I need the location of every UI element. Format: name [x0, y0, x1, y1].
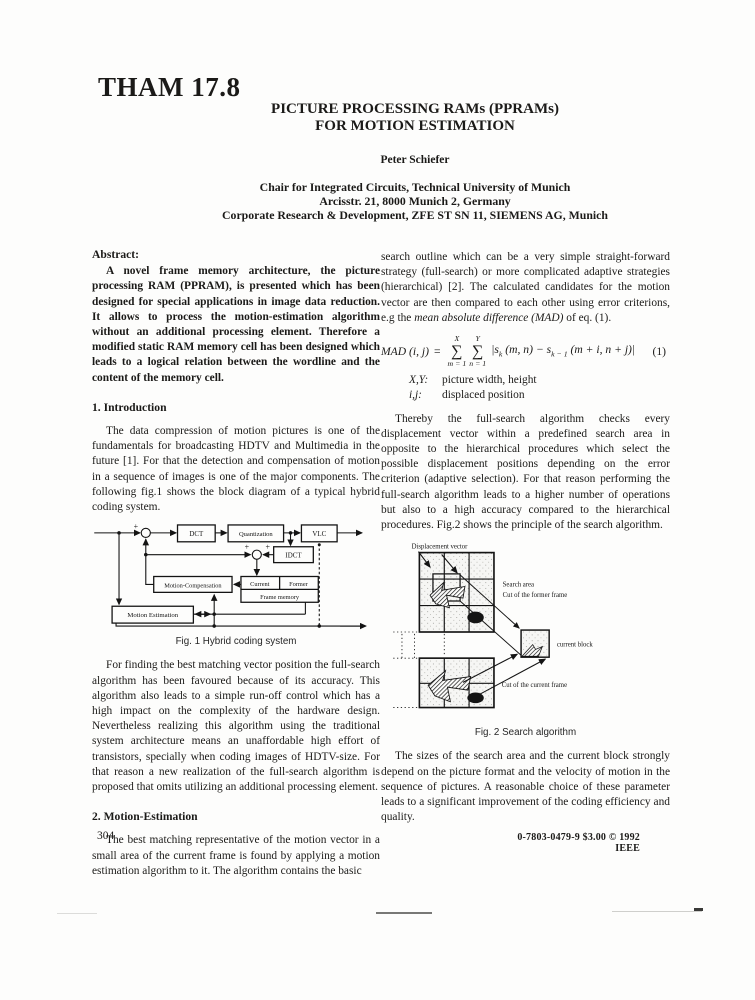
motion-estimation-paragraph-1: The best matching representative of the motion vector in a small area of the current frame is found by applying a motion estimation algorithm to it. The algorithm contains the basic	[92, 834, 380, 877]
plus-sign-2: +	[244, 542, 250, 552]
motion-compensation-label: Motion-Compensation	[164, 582, 222, 590]
former-label: Former	[289, 581, 308, 589]
figure2-search-algorithm-diagram	[381, 540, 670, 724]
figure1-hybrid-coding-diagram	[92, 519, 380, 633]
introduction-paragraph-1: The data compression of motion pictures is one of the fundamentals for broadcasting HDTV and Multimedia in the future [1]. For that the detection and compensation of motion in a sequence of images is one of the major components. The following fig.1 shows the block diagram of a typical hybrid coding system.	[92, 425, 380, 514]
affiliation-line1: Chair for Integrated Circuits, Technical University of Munich	[259, 180, 571, 194]
motion-estimation-label: Motion Estimation	[127, 612, 179, 620]
term-post: (m + i, n + j)|	[567, 342, 636, 356]
right-column	[381, 250, 670, 825]
continuation-end: of eq. (1).	[563, 311, 612, 324]
summing-junction-1	[141, 529, 150, 538]
search-area-label: Search area	[502, 581, 535, 589]
summation-2-upper: Y	[475, 334, 480, 344]
figure1-caption: Fig. 1 Hybrid coding system	[175, 636, 297, 648]
sigma-symbol-1: ∑	[451, 342, 463, 360]
dct-label: DCT	[189, 531, 204, 539]
symbol-definitions	[381, 373, 670, 403]
abstract-heading: Abstract:	[92, 248, 140, 261]
introduction-paragraph-2: For finding the best matching vector position the full-search algorithm has been favoured because of its accuracy. This algorithm also leads to a simple run-off control which has a high impact on the complexity of the hardware design. Nevertheless realizing this algorithm using the traditional system architecture means an unaffordable high effort of transistors, specially when coding images of HDTV-size. For that reason a new realization of the full-search algorithm is proposed that omits utilizing an additional processing element.	[92, 659, 380, 794]
summation-2	[469, 335, 486, 368]
definition-2-term: i,j:	[409, 389, 422, 402]
scan-artifact-left	[57, 913, 97, 914]
closing-paragraph: The sizes of the search area and the current block strongly depend on the picture format and the velocity of motion in the sequence of pictures. A reasonable choice of these parameter leads to a significant improvement of the coding efficiency and quality.	[381, 750, 670, 824]
left-column	[92, 247, 380, 879]
definition-row-1	[381, 373, 670, 388]
continuation-italic: mean absolute difference (MAD)	[414, 311, 564, 324]
term-sub-k: k	[498, 349, 503, 359]
page-number: 304	[97, 830, 115, 842]
paper-title	[150, 101, 680, 135]
sigma-symbol-2: ∑	[472, 342, 484, 360]
current-block-square	[521, 630, 549, 657]
summation-1	[448, 335, 467, 368]
continuation-paragraph	[381, 250, 670, 326]
figure2-svg	[381, 540, 666, 724]
object-blob-current	[467, 693, 483, 704]
session-code: THAM 17.8	[98, 72, 241, 102]
frame-memory-label: Frame memory	[260, 594, 300, 602]
summation-1-upper: X	[454, 334, 460, 344]
object-blob-former	[467, 612, 483, 624]
definition-1-term: X,Y:	[409, 374, 429, 387]
affiliation-line2: Arcisstr. 21, 8000 Munich 2, Germany	[319, 194, 511, 208]
definition-2-desc: displaced position	[442, 389, 525, 402]
affiliation-line3: Corporate Research & Development, ZFE ST SN 11, SIEMENS AG, Munich	[222, 208, 608, 222]
equation-lhs: MAD (i, j)	[381, 344, 429, 358]
figure2-caption: Fig. 2 Search algorithm	[474, 727, 577, 739]
term-pre: |s	[491, 342, 499, 356]
search-algorithm-paragraph: Thereby the full-search algorithm checks every displacement vector within a predefined search area in opposite to the hierarchical procedures which select the possible displacement positions depending on the error criterion (adaptive selection). For that reason performing the full-search algorithm leads to a higher number of operations but also to a high accuracy compared to the hierarchical procedures. Fig.2 shows the principle of the search algorithm.	[381, 412, 670, 531]
continuation-pre: search outline which can be a very simple straight-forward strategy (full-search) or more complicated adaptive strategies (hierarchical) [2]. The calculated candidates for the motion vector are then compared to each other using error criterions, e.g the	[381, 251, 670, 324]
affiliation-block	[120, 180, 710, 222]
current-block-label: current block	[556, 641, 593, 649]
author-name: Peter Schiefer	[380, 154, 450, 166]
term-mid: (m, n) − s	[502, 342, 552, 356]
term-sub-k-1: k − 1	[551, 349, 568, 359]
summing-junction-2	[252, 550, 261, 559]
equation-number: (1)	[652, 344, 666, 358]
idct-label: IDCT	[285, 552, 302, 560]
former-frame-cut-label: Cut of the former frame	[502, 592, 568, 600]
abstract-body: A novel frame memory architecture, the picture processing RAM (PPRAM), is presented which has been designed for special applications in image data reduction. It allows to process the motion-estimation algorithm without an additional processing element. Therefore a modified static RAM memory cell has been designed which leads to a logical relation between the wordline and the content of the memory cell.	[92, 265, 380, 384]
scan-artifact-tick	[694, 908, 703, 911]
quantization-label: Quantization	[238, 531, 273, 539]
paper-title-line1: PICTURE PROCESSING RAMs (PPRAMs)	[271, 101, 559, 117]
copyright-line: 0-7803-0479-9 $3.00 © 1992 IEEE	[517, 832, 640, 854]
section-heading-introduction: 1. Introduction	[92, 400, 167, 414]
scan-artifact-right	[612, 911, 702, 912]
summation-2-lower: n = 1	[469, 358, 487, 368]
figure1-svg	[92, 519, 380, 633]
current-frame-cut-label: Cut of the current frame	[501, 682, 568, 690]
current-label: Current	[250, 581, 270, 589]
equation-mad	[381, 335, 670, 368]
equation-equals: =	[433, 344, 441, 358]
vlc-label: VLC	[312, 531, 327, 539]
summation-1-lower: m = 1	[447, 358, 467, 368]
section-heading-motion-estimation: 2. Motion-Estimation	[92, 810, 198, 824]
plus-sign-3: +	[265, 542, 270, 552]
equation-term	[491, 342, 635, 362]
paper-title-line2: FOR MOTION ESTIMATION	[315, 118, 515, 134]
definition-1-desc: picture width, height	[442, 374, 537, 387]
scan-artifact-middle	[376, 912, 432, 914]
displacement-vector-label: Displacement vector	[411, 543, 468, 551]
former-frame-grid	[419, 553, 494, 632]
plus-sign-1: +	[133, 522, 139, 532]
current-frame-grid	[419, 658, 494, 707]
definition-row-2	[381, 388, 670, 403]
